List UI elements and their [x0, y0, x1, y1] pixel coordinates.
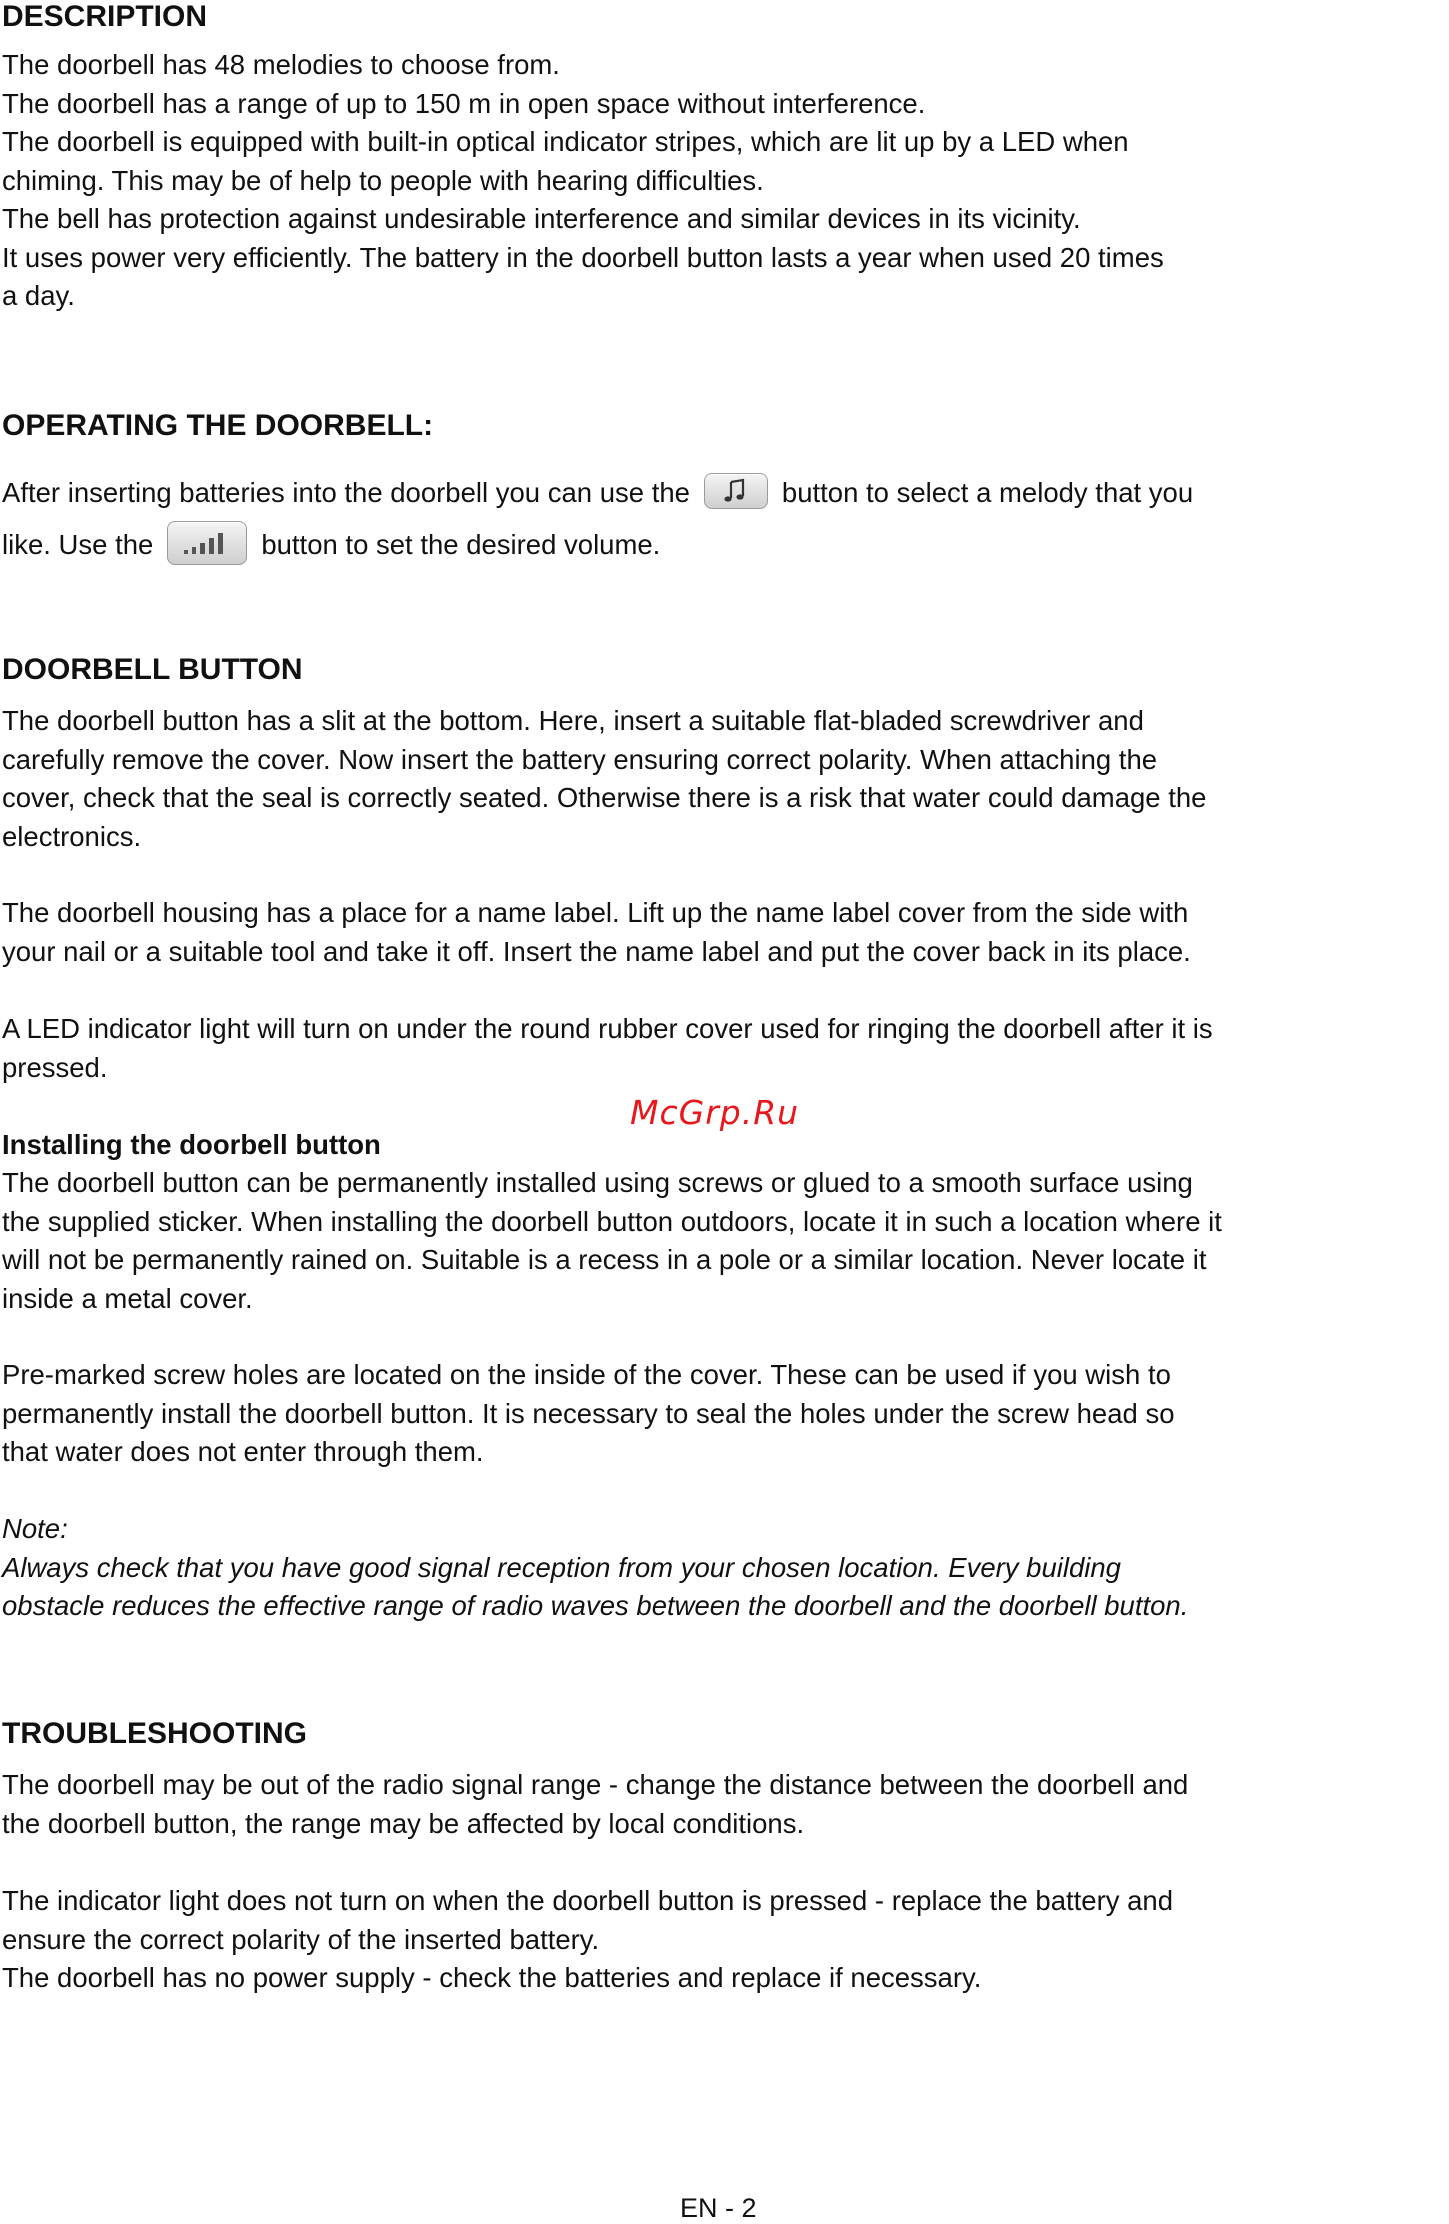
text-line: The doorbell may be out of the radio signal range - change the distance between the doorbell and: [2, 1769, 1189, 1800]
text-line: ensure the correct polarity of the inserted battery.: [2, 1923, 600, 1955]
operating-line2-before: like. Use the: [2, 529, 154, 560]
text-line: [2, 467, 1444, 519]
text-line: The doorbell button can be permanently installed using screws or glued to a smooth surface using: [2, 1167, 1193, 1198]
troubleshooting-para1: [2, 1766, 1444, 1843]
text-line: The bell has protection against undesirable interference and similar devices in its vicinity.: [2, 203, 1081, 234]
text-line: The doorbell has 48 melodies to choose from.: [2, 49, 560, 80]
text-line: The doorbell housing has a place for a name label. Lift up the name label cover from the side with: [2, 897, 1189, 928]
operating-text: [2, 467, 1444, 571]
note-label: Note:: [2, 1513, 68, 1544]
text-line: It uses power very efficiently. The battery in the doorbell button lasts a year when used 20 times: [2, 241, 1164, 273]
text-line: cover, check that the seal is correctly seated. Otherwise there is a risk that water could damage the: [2, 782, 1207, 813]
page-number: EN - 2: [680, 2193, 757, 2223]
note-block: [2, 1510, 1444, 1626]
doorbell-button-para5: [2, 1356, 1444, 1472]
operating-heading: OPERATING THE DOORBELL:: [2, 409, 434, 442]
doorbell-button-para2: [2, 894, 1444, 971]
text-line: your nail or a suitable tool and take it off. Insert the name label and put the cover back in its place.: [2, 935, 1191, 967]
text-line: permanently install the doorbell button. It is necessary to seal the holes under the screw head so: [2, 1397, 1175, 1429]
text-line: A LED indicator light will turn on under the round rubber cover used for ringing the doorbell after it is: [2, 1013, 1213, 1044]
text-line: [2, 519, 1444, 571]
troubleshooting-heading: TROUBLESHOOTING: [2, 1717, 307, 1750]
text-line: The doorbell button has a slit at the bottom. Here, insert a suitable flat-bladed screwdriver and: [2, 705, 1144, 736]
doorbell-button-heading: DOORBELL BUTTON: [2, 653, 303, 686]
text-line: chiming. This may be of help to people with hearing difficulties.: [2, 164, 764, 196]
text-line: electronics.: [2, 820, 142, 852]
text-line: will not be permanently rained on. Suitable is a recess in a pole or a similar location. Never locate it: [2, 1244, 1207, 1275]
doorbell-button-para4: [2, 1164, 1444, 1318]
text-line: The indicator light does not turn on when the doorbell button is pressed - replace the battery and: [2, 1885, 1174, 1916]
text-line: inside a metal cover.: [2, 1282, 253, 1314]
operating-line1-after: button to select a melody that you: [781, 477, 1194, 508]
text-line: the supplied sticker. When installing the doorbell button outdoors, locate it in such a location where it: [2, 1205, 1222, 1237]
troubleshooting-para2: [2, 1882, 1444, 1998]
melody-button-icon: [704, 473, 768, 509]
description-heading: DESCRIPTION: [2, 0, 208, 33]
text-line: The doorbell has no power supply - check the batteries and replace if necessary.: [2, 1962, 982, 1993]
doorbell-button-para3: [2, 1010, 1444, 1087]
operating-line1-before: After inserting batteries into the doorbell you can use the: [2, 477, 690, 508]
text-line: a day.: [2, 280, 75, 311]
text-line: the doorbell button, the range may be affected by local conditions.: [2, 1807, 805, 1839]
text-line: Always check that you have good signal reception from your chosen location. Every building: [2, 1551, 1121, 1583]
text-line: carefully remove the cover. Now insert the battery ensuring correct polarity. When attaching the: [2, 743, 1158, 775]
text-line: Pre-marked screw holes are located on the inside of the cover. These can be used if you wish to: [2, 1359, 1171, 1390]
text-line: The doorbell is equipped with built-in optical indicator stripes, which are lit up by a LED when: [2, 126, 1129, 157]
text-line: that water does not enter through them.: [2, 1436, 484, 1467]
installing-heading: Installing the doorbell button: [2, 1129, 381, 1160]
operating-line2-after: button to set the desired volume.: [261, 529, 661, 560]
watermark-text: McGrp.Ru: [630, 1093, 800, 1132]
text-line: The doorbell has a range of up to 150 m in open space without interference.: [2, 87, 926, 119]
description-text: [2, 46, 1444, 316]
text-line: obstacle reduces the effective range of radio waves between the doorbell and the doorbell button.: [2, 1590, 1189, 1621]
doorbell-button-para1: [2, 702, 1444, 856]
text-line: pressed.: [2, 1051, 108, 1083]
volume-button-icon: [167, 521, 247, 565]
